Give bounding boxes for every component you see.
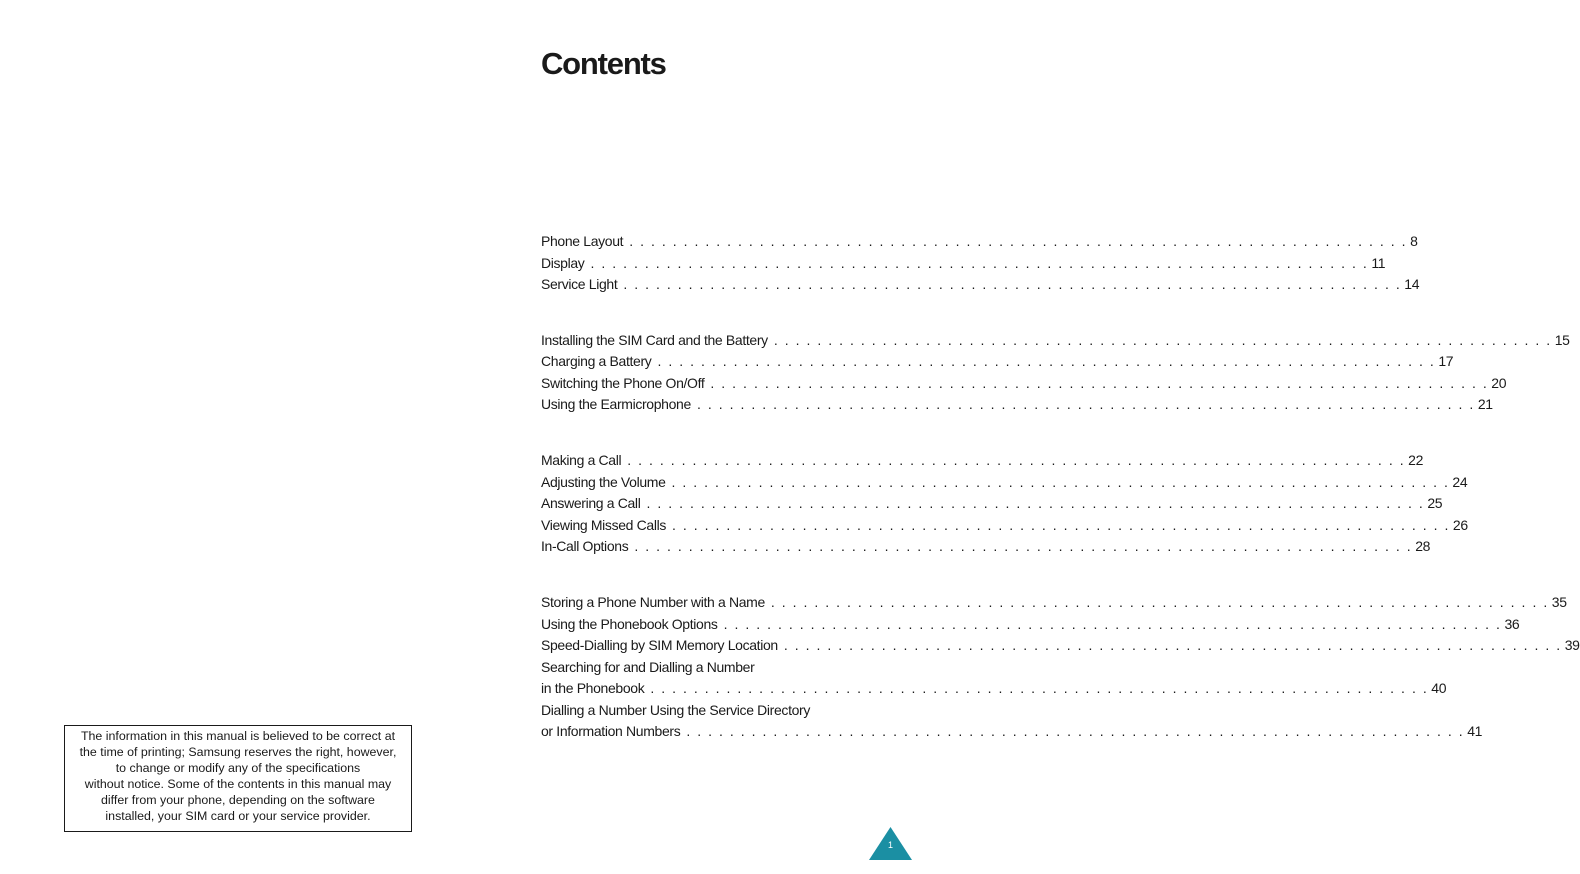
page-number: 1: [887, 840, 893, 850]
toc-entry-page: 24: [1452, 473, 1468, 490]
toc-entry[interactable]: [541, 373, 1507, 395]
toc-entry[interactable]: [541, 678, 1447, 700]
toc-entry-title: Speed-Dialling by SIM Memory Location: [541, 637, 778, 654]
toc-entry[interactable]: [541, 515, 1468, 537]
toc-leader-dots: . . . . . . . . . . . . . . . . . . . . . . . . . . . . . . . . . . . . . . . . . . . . . . . . . . . . . . . . . . . . . . . . . . . . . . . .: [634, 538, 1413, 555]
toc-entry[interactable]: [541, 351, 1454, 373]
toc-entry-page: 14: [1404, 276, 1420, 292]
toc-entry-title: Adjusting the Volume: [541, 473, 666, 490]
toc-leader-dots: . . . . . . . . . . . . . . . . . . . . . . . . . . . . . . . . . . . . . . . . . . . . . . . . . . . . . . . . . . . . . . . . . . . . . . . .: [710, 374, 1489, 391]
toc-entry-page: 28: [1415, 538, 1431, 555]
toc-leader-dots: . . . . . . . . . . . . . . . . . . . . . . . . . . . . . . . . . . . . . . . . . . . . . . . . . . . . . . . . . . . . . . . . . . . . . . . .: [657, 353, 1436, 370]
toc-entry-title: Making a Call: [541, 452, 622, 469]
disclaimer-line: the time of printing; Samsung reserves the right, however,: [79, 744, 397, 759]
toc-entry[interactable]: [541, 394, 1493, 416]
page-title: Contents: [541, 46, 666, 81]
disclaimer-box: [64, 725, 412, 832]
disclaimer-line: installed, your SIM card or your service provider.: [105, 808, 371, 823]
toc-entry[interactable]: [541, 700, 886, 722]
toc-entry-title: or Information Numbers: [541, 723, 681, 740]
toc-entry[interactable]: [541, 274, 1420, 296]
toc-group: [541, 330, 1570, 416]
disclaimer-line: without notice. Some of the contents in this manual may: [84, 776, 392, 791]
toc-entry-title: Searching for and Dialling a Number: [541, 658, 755, 675]
toc-entry-title: In-Call Options: [541, 538, 629, 555]
disclaimer-line: differ from your phone, depending on the software: [101, 792, 375, 807]
toc-entry[interactable]: [541, 253, 1386, 275]
disclaimer-line: to change or modify any of the specifications: [115, 760, 361, 775]
toc-leader-dots: . . . . . . . . . . . . . . . . . . . . . . . . . . . . . . . . . . . . . . . . . . . . . . . . . . . . . . . . . . . . . . . . . . . . . . . .: [672, 516, 1450, 533]
toc-group: [541, 450, 1468, 558]
toc-entry[interactable]: [541, 472, 1468, 494]
toc-leader-dots: . . . . . . . . . . . . . . . . . . . . . . . . . . . . . . . . . . . . . . . . . . . . . . . . . . . . . . . . . . . . . . . . . . . . . . . .: [646, 495, 1425, 512]
toc-leader-dots: . . . . . . . . . . . . . . . . . . . . . . . . . . . . . . . . . . . . . . . . . . . . . . . . . . . . . . . . . . . . . . . . . . . . . . . .: [783, 637, 1562, 654]
toc-leader-dots: . . . . . . . . . . . . . . . . . . . . . . . . . . . . . . . . . . . . . . . . . . . . . . . . . . . . . . . . . . . . . . . . . . . . . . . .: [696, 396, 1475, 413]
toc-leader-dots: . . . . . . . . . . . . . . . . . . . . . . . . . . . . . . . . . . . . . . . . . . . . . . . . . . . . . . . . . . . . . . . . . . . . . . . .: [650, 680, 1429, 697]
toc-group: [541, 592, 1580, 743]
toc-entry-title: Switching the Phone On/Off: [541, 374, 705, 391]
toc-entry-page: 35: [1551, 594, 1567, 611]
toc-leader-dots: . . . . . . . . . . . . . . . . . . . . . . . . . . . . . . . . . . . . . . . . . . . . . . . . . . . . . . . . . . . . . . . . . . . . . . . .: [590, 254, 1369, 271]
toc-leader-dots: . . . . . . . . . . . . . . . . . . . . . . . . . . . . . . . . . . . . . . . . . . . . . . . . . . . . . . . . . . . . . . . . . . . . . . . .: [671, 473, 1450, 490]
toc-entry-title: Using the Phonebook Options: [541, 615, 718, 632]
toc-entry[interactable]: [541, 450, 1424, 472]
toc-entry-page: 39: [1564, 637, 1580, 654]
toc-entry[interactable]: [541, 330, 1570, 352]
toc-leader-dots: . . . . . . . . . . . . . . . . . . . . . . . . . . . . . . . . . . . . . . . . . . . . . . . . . . . . . . . . . . . . . . . . . . . . . . . .: [686, 723, 1465, 740]
toc-entry-page: 20: [1491, 374, 1507, 391]
toc-entry-title: Dialling a Number Using the Service Directory: [541, 701, 811, 718]
toc-entry-page: 22: [1408, 452, 1424, 469]
toc-entry-title: Answering a Call: [541, 495, 641, 512]
toc-entry-title: in the Phonebook: [541, 680, 645, 697]
toc-entry-page: 8: [1410, 233, 1418, 249]
toc-entry-title: Viewing Missed Calls: [541, 516, 667, 533]
toc-entry-page: 25: [1427, 495, 1443, 512]
toc-entry-page: 15: [1554, 331, 1570, 348]
toc-entry[interactable]: [541, 721, 1483, 743]
toc-entry[interactable]: [541, 493, 1443, 515]
toc-leader-dots: . . . . . . . . . . . . . . . . . . . . . . . . . . . . . . . . . . . . . . . . . . . . . . . . . . . . . . . . . . . . . . . . . . . . . . . .: [773, 331, 1552, 348]
toc-entry-page: 26: [1452, 516, 1468, 533]
toc-entry-page: 21: [1477, 396, 1493, 413]
toc-entry[interactable]: [541, 635, 1580, 657]
toc-entry-title: Display: [541, 254, 585, 271]
toc-entry-page: 36: [1504, 615, 1520, 632]
toc-leader-dots: . . . . . . . . . . . . . . . . . . . . . . . . . . . . . . . . . . . . . . . . . . . . . . . . . . . . . . . . . . . . . . . . . . . . . . . .: [723, 615, 1502, 632]
toc-entry[interactable]: [541, 614, 1520, 636]
toc-entry[interactable]: [541, 592, 1567, 614]
toc-entry-page: 41: [1467, 723, 1483, 740]
toc-entry-title: Phone Layout: [541, 233, 624, 249]
toc-entry-title: Storing a Phone Number with a Name: [541, 594, 765, 611]
toc-group: [541, 231, 1420, 296]
toc-entry-page: 40: [1431, 680, 1447, 697]
toc-entry[interactable]: [541, 231, 1418, 253]
toc-entry-page: 11: [1371, 254, 1386, 271]
toc-entry-title: Service Light: [541, 276, 618, 292]
toc-entry[interactable]: [541, 536, 1431, 558]
toc-entry-title: Charging a Battery: [541, 353, 652, 370]
toc-leader-dots: . . . . . . . . . . . . . . . . . . . . . . . . . . . . . . . . . . . . . . . . . . . . . . . . . . . . . . . . . . . . . . . . . . . . . . . .: [629, 233, 1408, 249]
toc-entry-title: Installing the SIM Card and the Battery: [541, 331, 768, 348]
toc-leader-dots: . . . . . . . . . . . . . . . . . . . . . . . . . . . . . . . . . . . . . . . . . . . . . . . . . . . . . . . . . . . . . . . . . . . . . . . .: [623, 276, 1402, 292]
toc-entry-title: Using the Earmicrophone: [541, 396, 691, 413]
disclaimer-line: The information in this manual is believed to be correct at: [80, 729, 396, 743]
toc-leader-dots: . . . . . . . . . . . . . . . . . . . . . . . . . . . . . . . . . . . . . . . . . . . . . . . . . . . . . . . . . . . . . . . . . . . . . . . .: [770, 594, 1549, 611]
table-of-contents: [541, 231, 1580, 777]
toc-leader-dots: . . . . . . . . . . . . . . . . . . . . . . . . . . . . . . . . . . . . . . . . . . . . . . . . . . . . . . . . . . . . . . . . . . . . . . . .: [627, 452, 1406, 469]
toc-entry[interactable]: [541, 657, 886, 679]
page-number-marker: [869, 827, 912, 860]
toc-entry-page: 17: [1438, 353, 1454, 370]
